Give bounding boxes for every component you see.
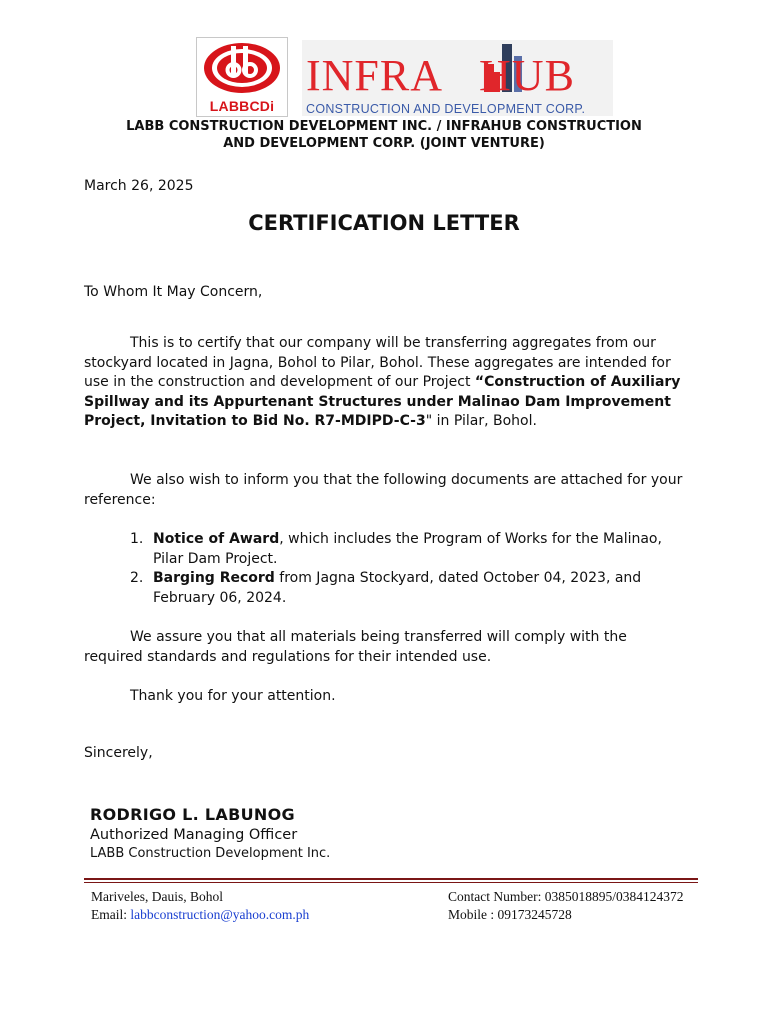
letter-title: CERTIFICATION LETTER xyxy=(248,211,520,235)
list-item-number: 1. xyxy=(130,531,144,547)
footer-divider xyxy=(84,878,698,880)
company-header xyxy=(84,118,684,152)
infrahub-tagline: CONSTRUCTION AND DEVELOPMENT CORP. xyxy=(306,102,586,116)
footer-email-label: Email: xyxy=(91,907,131,922)
list-item-text: from Jagna Stockyard, dated October 04, 2023, and February 06, 2024. xyxy=(153,570,642,606)
labb-logo-text: LABBCDi xyxy=(209,98,275,114)
attachment-list xyxy=(130,530,690,608)
paragraph-thanks-text: Thank you for your attention. xyxy=(130,688,336,704)
infrahub-logo xyxy=(302,40,613,116)
paragraph-attachments-text: We also wish to inform you that the following documents are attached for your reference: xyxy=(84,472,683,508)
footer-left xyxy=(91,888,309,924)
labb-logo xyxy=(196,37,288,117)
list-item-text: , which includes the Program of Works for the Malinao, Pilar Dam Project. xyxy=(153,531,662,567)
paragraph-thanks xyxy=(84,687,684,707)
signatory-title: Authorized Managing Officer xyxy=(90,827,298,843)
footer-contact-number: Contact Number: 0385018895/0384124372 xyxy=(448,889,684,904)
company-header-line1: LABB CONSTRUCTION DEVELOPMENT INC. / INFRAHUB CONSTRUCTION xyxy=(126,119,642,134)
paragraph-certify xyxy=(84,334,684,432)
paragraph-certify-intro: This is to certify that our company will be transferring aggregates from our stockyard located in Jagna, Bohol to Pilar, Bohol. These aggregates are intended for use in the construction and development of our Project xyxy=(84,335,671,390)
email-link[interactable]: labbconstruction@yahoo.com.ph xyxy=(130,907,310,922)
list-item xyxy=(130,530,690,569)
list-item-bold: Notice of Award xyxy=(153,531,280,547)
letter-date: March 26, 2025 xyxy=(84,178,194,194)
paragraph-attachments xyxy=(84,471,684,510)
footer-right xyxy=(448,888,683,924)
signatory-company: LABB Construction Development Inc. xyxy=(90,846,331,861)
signatory-name: RODRIGO L. LABUNOG xyxy=(90,805,295,824)
list-item-number: 2. xyxy=(130,570,144,586)
infrahub-wordmark-visual: INFRA HUB xyxy=(306,51,575,100)
list-item-bold: Barging Record xyxy=(153,570,275,586)
footer-divider-thin xyxy=(84,882,698,883)
project-name: “Construction of Auxiliary Spillway and its Appurtenant Structures under Malinao Dam Improvement Project, Invitation to Bid No. R7-MDIPD-C-3 xyxy=(84,374,681,429)
paragraph-certify-outro: " in Pilar, Bohol. xyxy=(425,413,537,429)
paragraph-assurance xyxy=(84,628,684,667)
footer-email xyxy=(91,906,309,924)
closing: Sincerely, xyxy=(84,745,153,761)
footer-address: Mariveles, Dauis, Bohol xyxy=(91,889,223,904)
paragraph-assurance-text: We assure you that all materials being transferred will comply with the required standards and regulations for their intended use. xyxy=(84,629,627,665)
footer-mobile: Mobile : 09173245728 xyxy=(448,907,572,922)
salutation: To Whom It May Concern, xyxy=(84,284,263,300)
labb-logo-mark xyxy=(197,38,287,96)
company-header-line2: AND DEVELOPMENT CORP. (JOINT VENTURE) xyxy=(223,136,545,151)
list-item xyxy=(130,569,690,608)
